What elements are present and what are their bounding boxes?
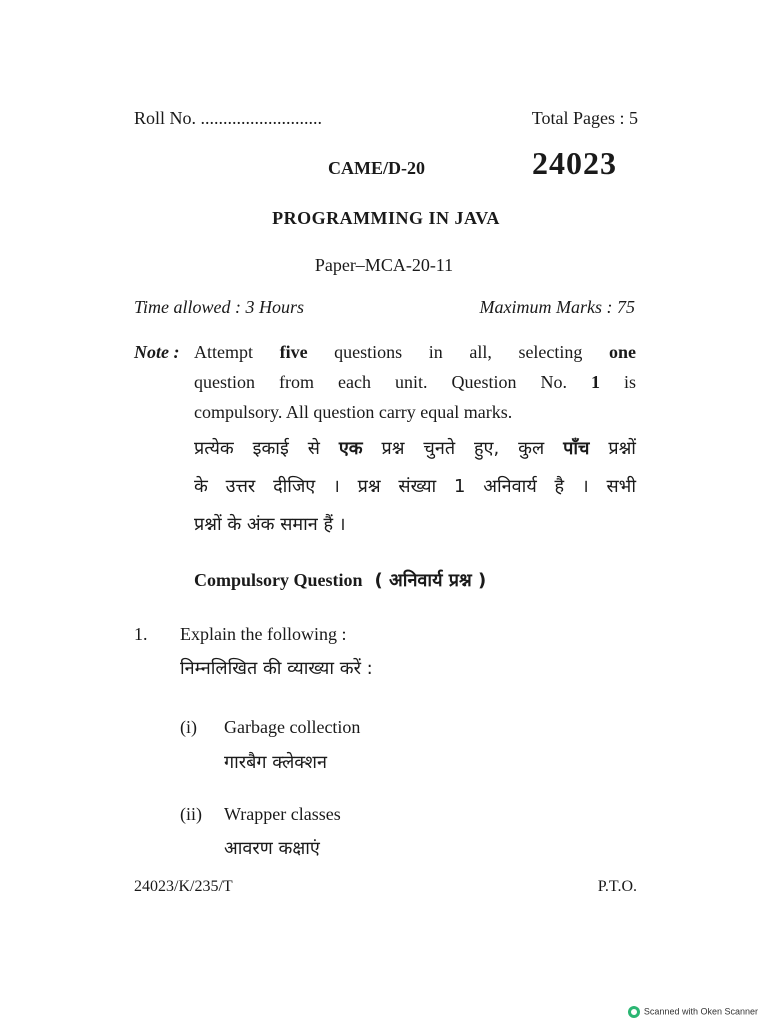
compulsory-heading [194, 568, 486, 592]
scanner-logo-icon [628, 1006, 640, 1018]
question-part-text-hindi: आवरण कक्षाएं [224, 838, 320, 859]
question-text: Explain the following : [180, 624, 347, 644]
compulsory-heading-hindi: ( अनिवार्य प्रश्न ) [374, 570, 487, 591]
pto-marker: P.T.O. [597, 878, 637, 895]
question-part-label: (i) [180, 717, 197, 737]
exam-code: CAME/D-20 [328, 158, 425, 178]
paper-number: 24023 [532, 145, 617, 181]
total-pages: Total Pages : 5 [531, 108, 638, 128]
note-hindi-line-2: के उत्तर दीजिए । प्रश्न संख्या 1 अनिवार्य है । सभी [194, 476, 636, 497]
note-line-1 [194, 342, 636, 363]
question-part-text-hindi: गारबैग क्लेक्शन [224, 752, 328, 773]
note-text: is [624, 372, 637, 392]
question-text-hindi: निम्नलिखित की व्याख्या करें : [180, 658, 373, 679]
question-part-text: Garbage collection [224, 717, 361, 737]
time-allowed: Time allowed : 3 Hours [134, 297, 305, 317]
note-emphasis: five [279, 342, 308, 362]
question-part-text: Wrapper classes [224, 804, 341, 824]
note-line-2 [194, 372, 636, 393]
note-hindi-line-3: प्रश्नों के अंक समान हैं । [194, 514, 346, 535]
paper-title: PROGRAMMING IN JAVA [272, 208, 500, 228]
note-emphasis: one [609, 342, 637, 362]
paper-code: Paper–MCA-20-11 [314, 255, 454, 275]
note-hindi-line-1 [194, 436, 636, 460]
note-text: question from each unit. Question No. [194, 372, 567, 392]
note-hindi-text: प्रत्येक इकाई से [194, 438, 320, 459]
note-text: Attempt [194, 342, 253, 362]
note-hindi-emphasis: पाँच [563, 438, 590, 459]
maximum-marks: Maximum Marks : 75 [479, 297, 635, 317]
note-line-3: compulsory. All question carry equal marks. [194, 402, 513, 422]
note-label: Note : [134, 342, 180, 362]
question-part-label: (ii) [180, 804, 202, 824]
note-hindi-emphasis: एक [338, 438, 363, 459]
note-hindi-text: प्रश्नों [608, 438, 636, 459]
footer-code: 24023/K/235/T [134, 878, 233, 895]
note-text: questions in all, selecting [334, 342, 583, 362]
compulsory-heading-english: Compulsory Question [194, 570, 363, 590]
roll-number: Roll No. ........................... [134, 108, 323, 128]
note-hindi-text: प्रश्न चुनते हुए, कुल [381, 438, 545, 459]
scanner-watermark [628, 1006, 758, 1018]
scanner-watermark-text: Scanned with Oken Scanner [643, 1006, 758, 1017]
note-emphasis: 1 [591, 372, 600, 392]
question-number: 1. [134, 624, 148, 644]
